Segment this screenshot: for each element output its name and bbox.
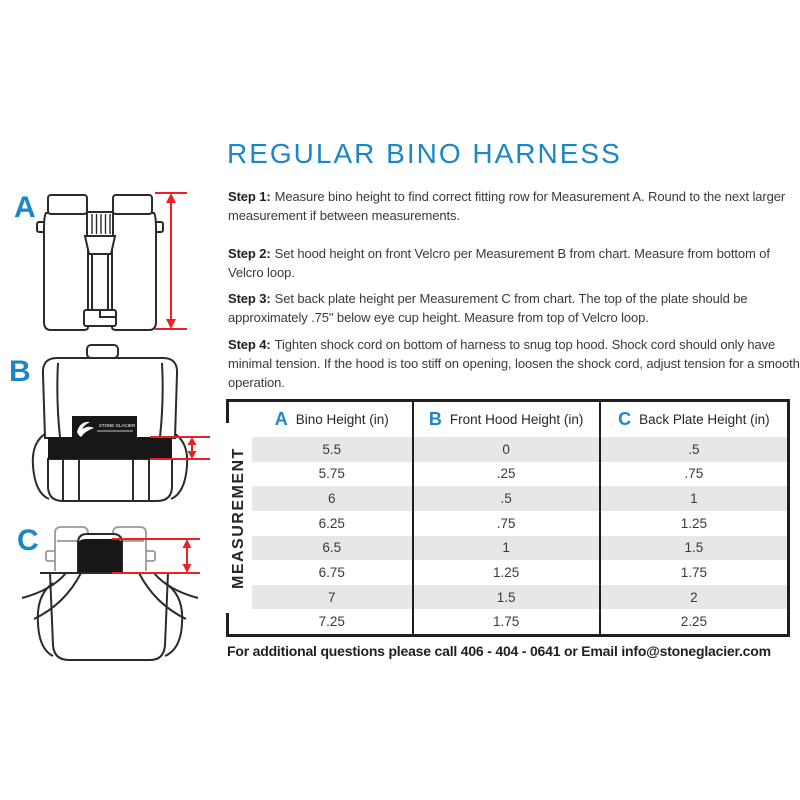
measurement-side-label: MEASUREMENT [230, 447, 247, 589]
table-body [252, 437, 787, 634]
col-header-bino-height: A Bino Height (in) [274, 409, 389, 429]
step-1-text: Measure bino height to find correct fitting row for Measurement A. Round to the next larger measurement if between measurements. [228, 189, 786, 223]
left-eyecup [48, 195, 87, 214]
left-barrel [44, 213, 88, 330]
table-cell: 6 [327, 491, 336, 507]
diagram-b-label: B [9, 355, 31, 388]
step-1 [228, 187, 800, 225]
col-letter-a: A [274, 409, 288, 429]
diagram-c-back-plate [8, 513, 213, 668]
col-letter-b: B [428, 409, 442, 429]
harness-back-drawing [22, 573, 198, 660]
table-cell: 1.5 [413, 585, 600, 610]
diagram-a-label: A [14, 191, 36, 224]
table-row [252, 609, 787, 634]
table-cell: 2.25 [600, 609, 787, 634]
step-4-text: Tighten shock cord on bottom of harness to snug top hood. Shock cord should only have minimal tension. If the hood is too stiff on opening, loosen the shock cord, adjust tension for a smooth operation. [228, 337, 800, 390]
table-row [252, 560, 787, 585]
arrow-head-up [183, 539, 192, 548]
table-cell: 0 [413, 437, 600, 462]
table-cell: .75 [600, 462, 787, 487]
logo-text: STONE GLACIER [98, 423, 136, 428]
table-row [252, 536, 787, 561]
table-cell: 1.5 [600, 536, 787, 561]
harness-body [50, 573, 168, 660]
table-cell: 7.25 [318, 614, 345, 630]
step-2-text: Set hood height on front Velcro per Measurement B from chart. Measure from bottom of Velcro loop. [228, 246, 770, 280]
table-cell: 1.25 [600, 511, 787, 536]
right-side-wing [171, 432, 187, 499]
col-letter-c: C [618, 409, 632, 429]
arrow-head-down [188, 451, 197, 459]
binoculars-drawing [37, 195, 163, 330]
table-cell: 6.75 [318, 564, 345, 580]
table-row [252, 437, 787, 462]
left-side-wing [33, 432, 49, 499]
step-3-text: Set back plate height per Measurement C from chart. The top of the plate should be approximately .75" below eye cup height. Measure from top of Velcro loop. [228, 291, 748, 325]
table-cell: 6.5 [322, 540, 342, 556]
step-3-label: Step 3: [228, 291, 271, 306]
step-1-label: Step 1: [228, 189, 271, 204]
hinge-cone [85, 236, 115, 254]
diagram-a-binoculars [8, 183, 208, 338]
table-cell: 5.75 [318, 466, 345, 482]
table-cell: 1 [600, 486, 787, 511]
arrow-head-up [166, 193, 176, 203]
handle-tab [87, 345, 118, 358]
table-cell: 1 [413, 536, 600, 561]
arrow-head-down [183, 564, 192, 573]
table-cell: 7 [327, 589, 336, 605]
table-cell: 6.25 [318, 515, 345, 531]
arrow-head-up [188, 437, 197, 445]
table-header-row [252, 402, 787, 437]
table-cell: 5.5 [322, 441, 342, 457]
step-3 [228, 289, 800, 327]
table-cell: 1.75 [600, 560, 787, 585]
hinge-column [92, 254, 108, 310]
table-cell: .5 [600, 437, 787, 462]
step-2 [228, 244, 800, 282]
page-title: REGULAR BINO HARNESS [227, 138, 622, 169]
footer-note: For additional questions please call 406 - 404 - 0641 or Email info@stoneglacier.com [227, 643, 771, 659]
right-eyecup [113, 195, 152, 214]
table-row [252, 486, 787, 511]
velcro-band [48, 437, 172, 459]
col-header-front-hood-height: B Front Hood Height (in) [413, 402, 600, 437]
table-cell: .75 [413, 511, 600, 536]
step-2-label: Step 2: [228, 246, 271, 261]
bino-height-arrow [155, 193, 187, 329]
measurement-grid [252, 402, 787, 634]
table-row [252, 462, 787, 487]
diagram-b-harness-front [5, 340, 215, 510]
arrow-head-down [166, 319, 176, 329]
col-header-back-plate-height: C Back Plate Height (in) [600, 402, 787, 437]
lower-pouch [48, 459, 172, 501]
diagram-c-label: C [17, 524, 39, 557]
step-4 [228, 335, 800, 392]
table-cell: 1.75 [413, 609, 600, 634]
brand-logo-patch [72, 416, 137, 437]
table-row [252, 585, 787, 610]
measurement-table [226, 399, 790, 637]
table-cell: .25 [413, 462, 600, 487]
table-cell: 1.25 [413, 560, 600, 585]
table-row [252, 511, 787, 536]
table-cell: .5 [413, 486, 600, 511]
table-cell: 2 [600, 585, 787, 610]
right-barrel [112, 213, 156, 330]
focus-knob [87, 212, 113, 236]
step-4-label: Step 4: [228, 337, 271, 352]
